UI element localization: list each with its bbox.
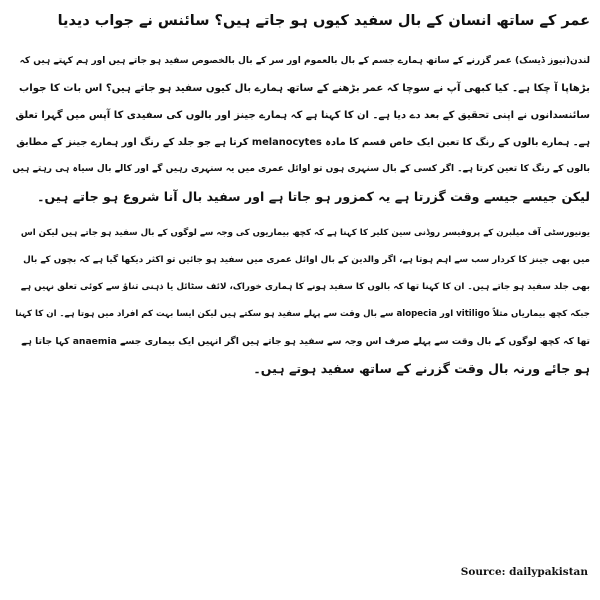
paragraph-line: سائنسدانوں نے اپنی تحقیق کے بعد دے دیا ہے۔ ان کا کہنا ہے کہ ہمارے جینز اور بالوں کی سفیدی کا آپس میں گہرا تعلق xyxy=(15,110,590,121)
paragraph-line: لیکن جیسے جیسے وقت گزرتا ہے یہ کمزور ہو جاتا ہے اور سفید بال آنا شروع ہو جاتے ہیں۔ xyxy=(37,189,590,204)
source-credit: Source: dailypakistan xyxy=(460,566,588,578)
paragraph-line: بڑھاپا آ چکا ہے۔ کیا کبھی آپ نے سوچا کہ عمر بڑھنے کے ساتھ ہمارے بال کیوں سفید ہو جاتے ہیں؟ اس بات کا جواب xyxy=(18,83,590,94)
paragraph-line: بالوں کے رنگ کا تعین کرتا ہے۔ اگر کسی کے بال سنہری ہوں تو اوائل عمری میں یہ سنہری رہیں گے اور کالے بال سیاہ ہی رہتے ہیں xyxy=(12,164,590,174)
paragraph-line: جبکہ کچھ بیماریاں مثلاً vitiligo اور alopecia سے بال وقت سے پہلے سفید ہو سکتے ہیں لیکن ایسا بہت کم افراد میں ہوتا ہے۔ ان کا کہنا xyxy=(15,309,590,319)
paragraph-line: بھی جلد سفید ہو جاتے ہیں۔ ان کا کہنا تھا کہ بالوں کا سفید ہونے کا ہماری خوراک، لائف سٹائل یا ذہنی تناؤ سے کوئی تعلق نہیں ہے xyxy=(20,282,590,292)
paragraph-line: یونیورسٹی آف میلبرن کے پروفیسر روڈنی سین کلیر کا کہنا ہے کہ کچھ بیماریوں کی وجہ سے لوگوں کے بال سفید ہو جاتے ہیں لیکن اس xyxy=(20,228,590,238)
paragraph-line: میں بھی جینز کا کردار سب سے اہم ہوتا ہے، اگر والدین کے بال اوائل عمری میں سفید ہو جائیں تو اکثر دیکھا گیا ہے کہ بچوں کے بال xyxy=(23,255,590,265)
article-paragraph-1 xyxy=(12,48,590,210)
article-title: عمر کے ساتھ انسان کے بال سفید کیوں ہو جاتے ہیں؟ سائنس نے جواب دیدیا xyxy=(57,13,590,29)
paragraph-line: تھا کہ کچھ لوگوں کے بال وقت سے پہلے صرف اس وجہ سے سفید ہو جاتے ہیں اگر انہیں ایک بیماری جسے anaemia کہا جاتا ہے xyxy=(21,336,590,347)
paragraph-line: ہے۔ ہمارے بالوں کے رنگ کا تعین ایک خاص قسم کا مادہ melanocytes کرتا ہے جو جلد کے رنگ اور ہمارے جینز کے مطابق xyxy=(16,137,590,148)
article-paragraph-2 xyxy=(12,220,590,382)
paragraph-line: ہو جائے ورنہ بال وقت گزرنے کے ساتھ سفید ہوتے ہیں۔ xyxy=(253,361,590,376)
paragraph-line: لندن(نیوز ڈیسک) عمر گزرنے کے ساتھ ہمارے جسم کے بال بالعموم اور سر کے بال بالخصوص سفید ہو جاتے ہیں اور ہم کہتے ہیں کہ xyxy=(19,56,590,66)
